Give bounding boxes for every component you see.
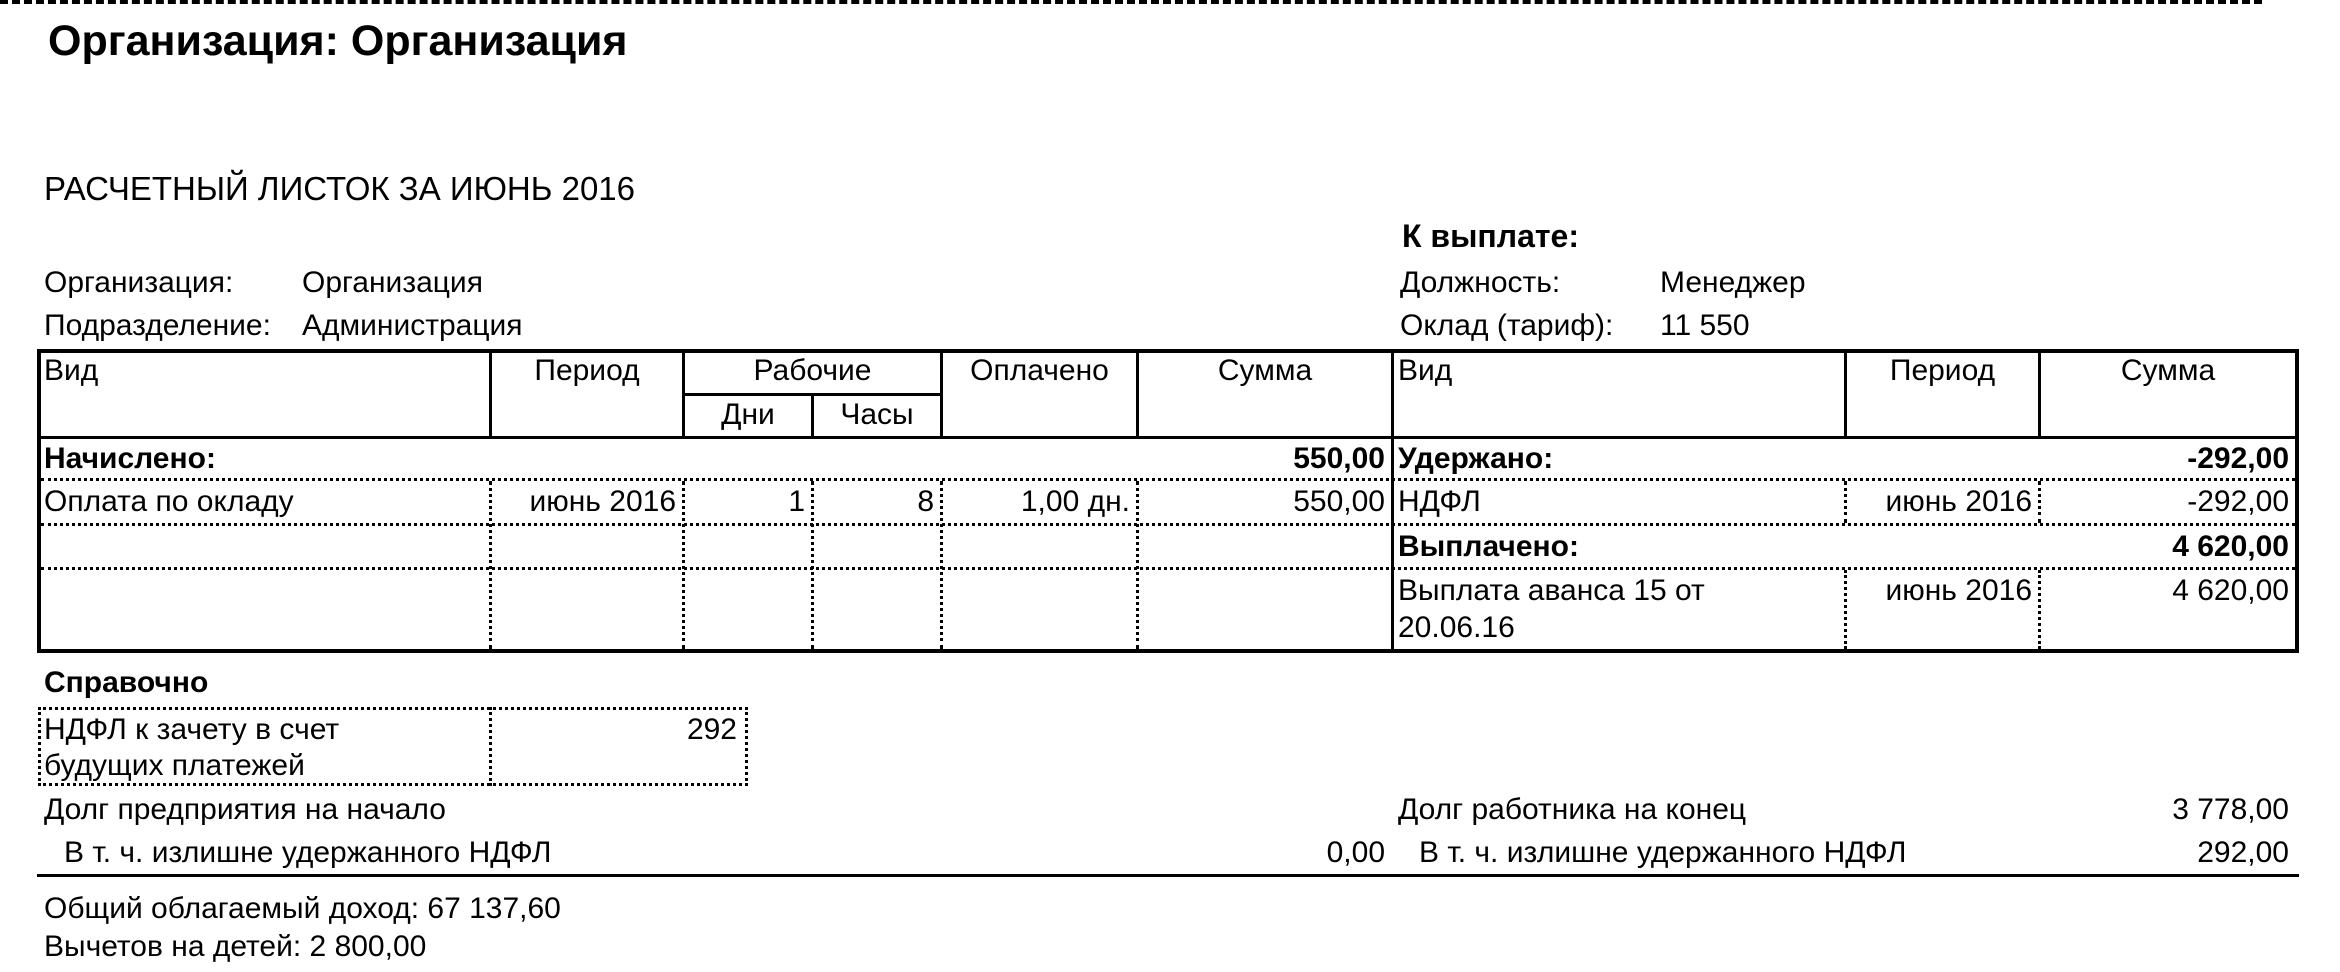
withheld-total: -292,00 <box>2187 442 2289 475</box>
accrued-label: Начислено: <box>44 442 216 475</box>
reference-title: Справочно <box>44 666 209 699</box>
org-label: Организация: <box>44 266 234 299</box>
header-kind-left: Вид <box>44 354 99 387</box>
header-sum-left: Сумма <box>1217 354 1313 387</box>
header-period-right: Период <box>1889 354 1996 387</box>
dashed-cut-line <box>0 0 2262 4</box>
employee-ndfl-label: В т. ч. излишне удержанного НДФЛ <box>1419 836 1907 869</box>
employee-debt-label: Долг работника на конец <box>1398 793 1747 826</box>
header-working: Рабочие <box>753 354 872 387</box>
row-sum: 550,00 <box>1293 485 1385 518</box>
organization-title: Организация: Организация <box>48 17 628 65</box>
salary-value: 11 550 <box>1660 309 1750 342</box>
header-period-left: Период <box>534 354 640 387</box>
row-kind-line2: 20.06.16 <box>1398 611 1515 644</box>
dept-value: Администрация <box>302 309 523 342</box>
row-days: 1 <box>788 485 805 518</box>
position-label: Должность: <box>1400 266 1561 299</box>
header-days: Дни <box>721 398 775 431</box>
taxable-income: Общий облагаемый доход: 67 137,60 <box>44 892 561 925</box>
company-ndfl-value: 0,00 <box>1326 836 1385 869</box>
reference-ndfl-line1: НДФЛ к зачету в счет <box>44 713 340 746</box>
company-ndfl-label: В т. ч. излишне удержанного НДФЛ <box>64 836 552 869</box>
withheld-label: Удержано: <box>1398 442 1554 475</box>
reference-ndfl-value: 292 <box>686 713 737 746</box>
salary-label: Оклад (тариф): <box>1400 309 1614 342</box>
header-hours: Часы <box>840 398 914 431</box>
row-period: июнь 2016 <box>1885 485 2032 518</box>
paid-out-total: 4 620,00 <box>2172 530 2289 563</box>
row-kind-line1: Выплата аванса 15 от <box>1398 574 1705 607</box>
row-kind: НДФЛ <box>1398 485 1481 518</box>
paid-out-label: Выплачено: <box>1398 530 1579 563</box>
row-sum: 4 620,00 <box>2172 574 2289 607</box>
header-kind-right: Вид <box>1398 354 1453 387</box>
header-sum-right: Сумма <box>2120 354 2216 387</box>
company-debt-label: Долг предприятия на начало <box>44 793 446 826</box>
row-period: июнь 2016 <box>1885 574 2032 607</box>
accrued-total: 550,00 <box>1293 442 1385 475</box>
reference-ndfl-line2: будущих платежей <box>44 749 305 782</box>
row-kind: Оплата по окладу <box>44 485 294 518</box>
footer-divider <box>37 874 2299 877</box>
row-sum: -292,00 <box>2187 485 2289 518</box>
header-paid: Оплачено <box>970 354 1109 387</box>
org-value: Организация <box>302 266 483 299</box>
to-pay-label: К выплате: <box>1402 218 1579 254</box>
row-period: июнь 2016 <box>529 485 676 518</box>
child-deductions: Вычетов на детей: 2 800,00 <box>44 930 427 963</box>
row-paid: 1,00 дн. <box>1020 485 1130 518</box>
employee-ndfl-value: 292,00 <box>2197 836 2289 869</box>
payslip-title: РАСЧЕТНЫЙ ЛИСТОК ЗА ИЮНЬ 2016 <box>44 170 636 207</box>
employee-debt-value: 3 778,00 <box>2172 793 2289 826</box>
row-hours: 8 <box>917 485 934 518</box>
dept-label: Подразделение: <box>44 309 271 342</box>
position-value: Менеджер <box>1660 266 1806 299</box>
